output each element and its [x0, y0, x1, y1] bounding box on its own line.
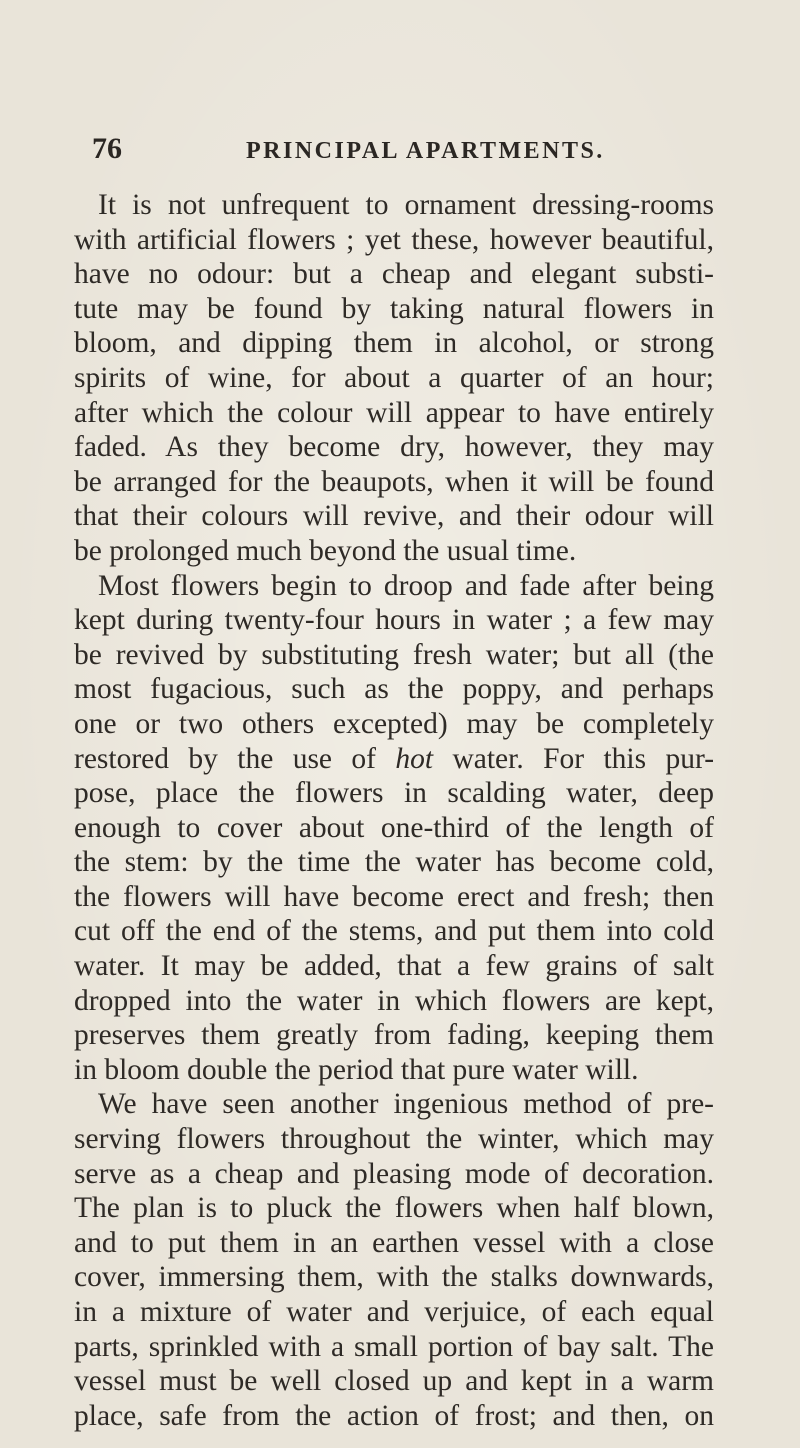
- text-line: The plan is to pluck the flowers when half blown,: [74, 1192, 714, 1225]
- page-header: [92, 132, 732, 172]
- text-line: be prolonged much beyond the usual time.: [74, 534, 577, 567]
- text-segment: water. For this pur-: [452, 742, 715, 775]
- text-line: enough to cover about one-third of the length of: [74, 811, 714, 844]
- text-line: after which the colour will appear to have entirely: [74, 396, 714, 429]
- text-line: in a mixture of water and verjuice, of each equal: [74, 1296, 714, 1328]
- text-segment: restored by the use of: [74, 742, 376, 775]
- text-line: It is not unfrequent to ornament dressing-rooms: [98, 189, 714, 221]
- text-line-with-italic: [74, 742, 714, 777]
- text-line: place, safe from the action of frost; and then, on: [74, 1399, 714, 1432]
- text-line: We have seen another ingenious method of pre-: [98, 1088, 714, 1121]
- text-line: and to put them in an earthen vessel with a close: [74, 1226, 714, 1259]
- text-line: spirits of wine, for about a quarter of an hour;: [74, 361, 714, 394]
- text-line: vessel must be well closed up and kept in a warm: [74, 1365, 714, 1398]
- text-line: pose, place the flowers in scalding water, deep: [74, 777, 714, 810]
- text-line: that their colours will revive, and their odour will: [74, 500, 714, 533]
- text-line: faded. As they become dry, however, they may: [74, 431, 714, 464]
- text-line: in bloom double the period that pure water will.: [74, 1053, 639, 1086]
- text-line: water. It may be added, that a few grains of salt: [74, 950, 714, 983]
- text-line: cut off the end of the stems, and put them into cold: [74, 915, 714, 948]
- text-line: cover, immersing them, with the stalks downwards,: [74, 1261, 714, 1294]
- italic-word: hot: [395, 742, 434, 775]
- text-line: most fugacious, such as the poppy, and perhaps: [74, 673, 714, 706]
- text-line: one or two others excepted) may be completely: [74, 707, 714, 740]
- text-line: bloom, and dipping them in alcohol, or strong: [74, 327, 714, 360]
- text-line: parts, sprinkled with a small portion of bay salt. The: [74, 1330, 714, 1363]
- text-line: serve as a cheap and pleasing mode of decoration.: [74, 1157, 714, 1190]
- text-line: dropped into the water in which flowers are kept,: [74, 984, 714, 1017]
- text-line: have no odour: but a cheap and elegant substi-: [74, 258, 714, 291]
- text-line: the flowers will have become erect and fresh; then: [74, 880, 714, 913]
- body-text: [74, 188, 714, 1433]
- text-line: be arranged for the beaupots, when it will be found: [74, 465, 714, 498]
- text-line: Most flowers begin to droop and fade after being: [98, 569, 714, 602]
- text-line: be revived by substituting fresh water; but all (the: [74, 638, 714, 671]
- text-line: tute may be found by taking natural flowers in: [74, 292, 714, 325]
- text-line: serving flowers throughout the winter, which may: [74, 1123, 714, 1156]
- text-line: kept during twenty-four hours in water ; a few may: [74, 604, 714, 637]
- page-number: 76: [92, 132, 122, 165]
- text-line: preserves them greatly from fading, keeping them: [74, 1019, 714, 1052]
- running-head: PRINCIPAL APARTMENTS.: [246, 138, 605, 164]
- text-line: with artificial flowers ; yet these, however beautiful,: [74, 223, 714, 256]
- text-line: the stem: by the time the water has become cold,: [74, 846, 714, 879]
